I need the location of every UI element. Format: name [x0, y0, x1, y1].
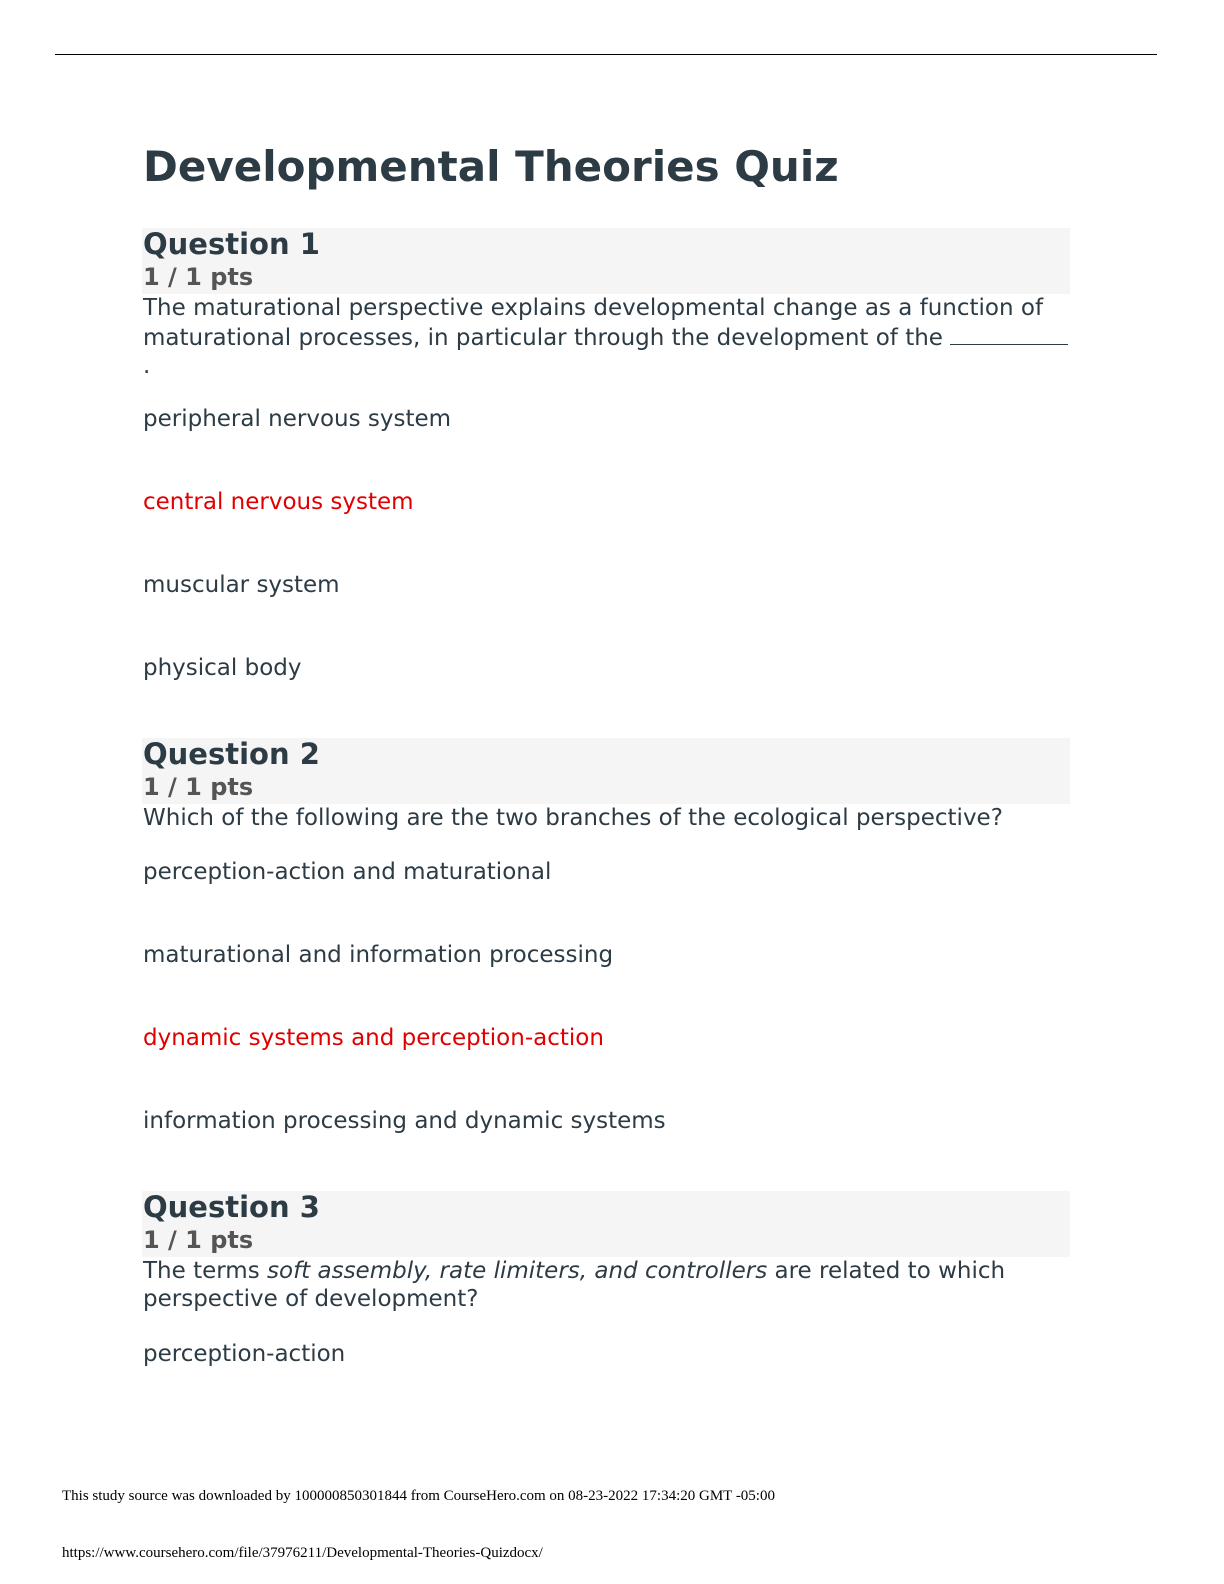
answer-option[interactable]: peripheral nervous system — [143, 406, 452, 432]
answer-option[interactable]: muscular system — [143, 572, 340, 598]
question-text-part: are related to which perspective of development? — [143, 1258, 1006, 1312]
question-text: Which of the following are the two branches of the ecological perspective? — [143, 805, 1003, 831]
question-header — [142, 228, 1070, 294]
question-title: Question 1 — [143, 227, 320, 261]
question-text — [143, 1257, 1070, 1313]
download-source-note: This study source was downloaded by 100000850301844 from CourseHero.com on 08-23-2022 17:34:20 GMT -05:00 — [62, 1488, 775, 1504]
question-text — [143, 294, 1070, 380]
answer-option-correct[interactable]: central nervous system — [143, 489, 414, 515]
question-2 — [143, 738, 1070, 832]
question-title: Question 2 — [143, 737, 320, 771]
question-text-part: The maturational perspective explains developmental change as a function of maturational processes, in particular through the development of the — [143, 295, 1044, 351]
answer-option[interactable]: perception-action and maturational — [143, 859, 552, 885]
source-url[interactable]: https://www.coursehero.com/file/37976211/Developmental-Theories-Quizdocx/ — [62, 1545, 543, 1561]
top-divider — [55, 54, 1157, 55]
question-points: 1 / 1 pts — [143, 773, 254, 801]
answer-option-correct[interactable]: dynamic systems and perception-action — [143, 1025, 604, 1051]
fill-in-blank — [950, 322, 1068, 345]
question-text-part: The terms — [143, 1258, 268, 1284]
question-3 — [143, 1191, 1070, 1313]
answer-option[interactable]: physical body — [143, 655, 302, 681]
question-points: 1 / 1 pts — [143, 263, 254, 291]
question-text-part: . — [143, 353, 151, 379]
page-title: Developmental Theories Quiz — [143, 142, 839, 191]
question-1 — [143, 228, 1070, 380]
question-points: 1 / 1 pts — [143, 1226, 254, 1254]
answer-option[interactable]: perception-action — [143, 1341, 346, 1367]
question-title: Question 3 — [143, 1190, 320, 1224]
question-text-italic: soft assembly, rate limiters, and controllers — [267, 1258, 768, 1284]
answer-option[interactable]: information processing and dynamic systems — [143, 1108, 666, 1134]
question-header — [142, 1191, 1070, 1257]
answer-option[interactable]: maturational and information processing — [143, 942, 614, 968]
question-header — [142, 738, 1070, 804]
